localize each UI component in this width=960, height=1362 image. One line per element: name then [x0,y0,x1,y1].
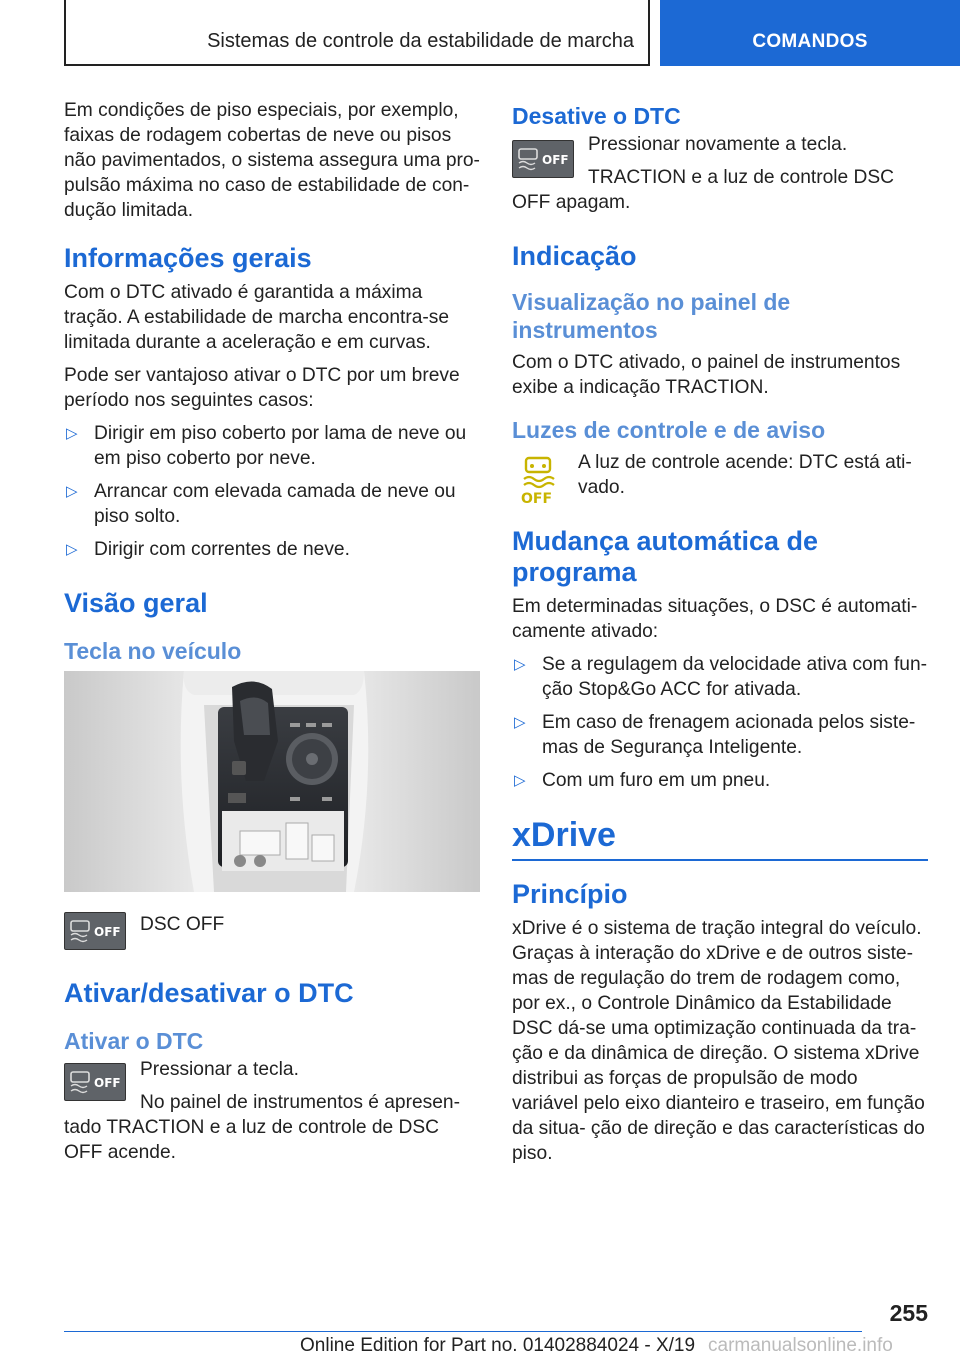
overview-heading: Visão geral [64,588,208,618]
xdrive-rule [512,859,928,861]
deactivate-continuation: OFF apagam. [512,192,631,213]
activate-line-2: No painel de instrumentos é apresen‐ [140,1092,460,1113]
svg-text:OFF: OFF [521,491,553,506]
cluster-heading: Visualização no painel de instrumentos [512,289,791,343]
deactivate-row [512,132,928,190]
triangle-bullet-icon: ▷ [66,541,78,558]
center-console-illustration [64,671,480,892]
triangle-bullet-icon: ▷ [514,772,526,789]
list-item: ▷ Dirigir com correntes de neve. [66,539,350,560]
svg-text:OFF: OFF [94,925,121,939]
list-item: ▷ Arrancar com elevada camada de neve ou piso solto. [66,481,456,527]
right-column [512,98,928,1174]
deactivate-line-2: TRACTION e a luz de controle DSC [588,167,895,188]
page-header [0,0,960,66]
warning-light-row [512,450,928,512]
lights-heading: Luzes de controle e de aviso [512,417,826,443]
lights-text: A luz de controle acende: DTC está ati‐ vado. [578,452,912,498]
activate-heading: Ativar/desativar o DTC [64,978,354,1008]
triangle-bullet-icon: ▷ [514,714,526,731]
header-title: Sistemas de controle da estabilidade de marcha [207,30,634,52]
xdrive-heading: xDrive [512,816,616,854]
dsc-off-key-row [64,910,480,956]
dsc-off-key-icon [64,1063,126,1101]
dsc-off-key-icon [512,140,574,178]
info-paragraph-2: Pode ser vantajoso ativar o DTC por um breve período nos seguintes casos: [64,365,460,411]
dsc-off-key-icon [64,912,126,950]
section-tab-label: COMANDOS [752,31,868,52]
dtc-warning-light-icon [518,454,560,506]
footer-rule [64,1331,862,1332]
activate-line-1: Pressionar a tecla. [140,1059,299,1080]
svg-text:OFF: OFF [542,153,569,167]
auto-paragraph: Em determinadas situações, o DSC é automati‐ camente ativado: [512,596,918,642]
list-item: ▷ Em caso de frenagem acionada pelos siste‐ mas de Segurança Inteligente. [514,712,916,758]
cluster-paragraph: Com o DTC ativado, o painel de instrumentos exibe a indicação TRACTION. [512,352,901,398]
list-item: ▷ Com um furo em um pneu. [514,770,771,791]
dsc-off-label: DSC OFF [140,914,225,935]
principle-paragraph: xDrive é o sistema de tração integral do veículo. Graças à interação do xDrive e de outros siste‐ mas de regulação do trem de rodagem como, por ex., o Controle Dinâmico da Estabilidade DSC dá-se uma optimização continuada da tra‐ ção e da dinâmica de direção. O sistema xDrive distribui as forças de propulsão de modo variável pelo eixo dianteiro e traseiro, em função da situa‐ ção de direção e das características do piso. [512,918,925,1164]
center-console-photo [64,671,480,892]
left-column [64,98,480,1173]
page-number: 255 [889,1300,928,1326]
info-list [64,421,480,562]
activate-continuation: tado TRACTION e a luz de controle de DSC OFF acende. [64,1117,440,1163]
triangle-bullet-icon: ▷ [66,425,78,442]
footer-edition: Online Edition for Part no. 01402884024 - X/19 [300,1335,696,1356]
svg-text:OFF: OFF [94,1076,121,1090]
section-tab[interactable] [660,0,960,66]
activate-subheading: Ativar o DTC [64,1028,204,1054]
triangle-bullet-icon: ▷ [514,656,526,673]
info-heading: Informações gerais [64,243,312,273]
activate-row [64,1057,480,1115]
auto-heading: Mudança automática de programa [512,526,819,587]
display-heading: Indicação [512,241,637,271]
list-item: ▷ Se a regulagem da velocidade ativa com fun‐ ção Stop&Go ACC for ativada. [514,654,928,700]
info-paragraph-1: Com o DTC ativado é garantida a máxima tração. A estabilidade de marcha encontra-se limitada durante a aceleração e em curvas. [64,282,450,353]
auto-list [512,652,928,793]
footer-watermark: carmanualsonline.info [708,1335,893,1356]
principle-heading: Princípio [512,879,628,909]
header-title-box [64,0,650,66]
key-heading: Tecla no veículo [64,638,242,664]
intro-paragraph: Em condições de piso especiais, por exemplo, faixas de rodagem cobertas de neve ou pisos não pavimentados, o sistema assegura uma pro‐ pulsão máxima no caso de estabilidade de con‐ dução limitada. [64,100,480,221]
deactivate-heading: Desative o DTC [512,103,681,129]
deactivate-line-1: Pressionar novamente a tecla. [588,134,848,155]
triangle-bullet-icon: ▷ [66,483,78,500]
list-item: ▷ Dirigir em piso coberto por lama de neve ou em piso coberto por neve. [66,423,467,469]
